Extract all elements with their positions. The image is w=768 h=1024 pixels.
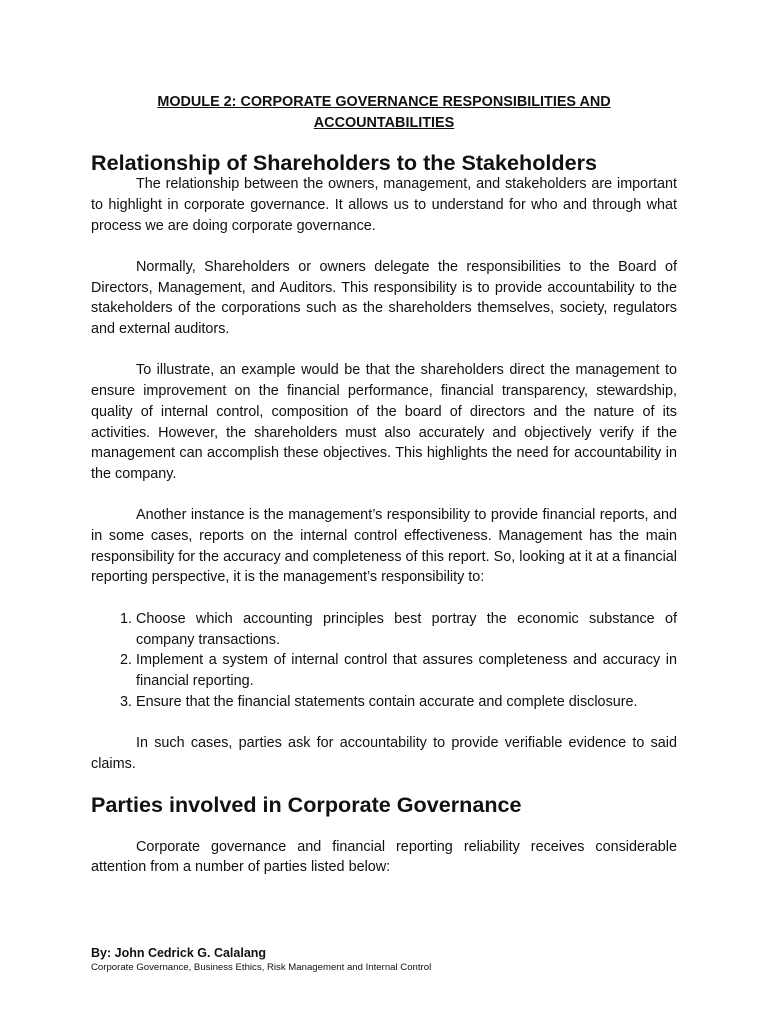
paragraph-3: To illustrate, an example would be that the shareholders direct the management to ensure improvement on the financial performance, financial transparency, stewardship, quality of internal control, composition of the board of directors and the nature of its activities. However, the shareholders must also accurately and objectively verify if the management can accomplish these objectives. This highlights the need for accountability in the company. (91, 362, 677, 482)
paragraph-1: The relationship between the owners, management, and stakeholders are important to highlight in corporate governance. It allows us to understand for who and through what process we are doing corporate governance. (91, 176, 677, 234)
paragraph-4: Another instance is the management’s responsibility to provide financial reports, and in some cases, reports on the internal control effectiveness. Management has the main responsibility for the accuracy and completeness of this report. So, looking at it at a financial reporting perspective, it is the management’s responsibility to: (91, 507, 677, 586)
list-item: 3. Ensure that the financial statements contain accurate and complete disclosure. (136, 692, 677, 713)
module-title (91, 92, 677, 133)
section-heading-parties: Parties involved in Corporate Governance (91, 792, 522, 818)
page-footer (91, 945, 677, 974)
closing-paragraph: In such cases, parties ask for accountability to provide verifiable evidence to said claims. (91, 735, 677, 772)
responsibility-list (91, 609, 677, 713)
footer-author: By: John Cedrick G. Calalang (91, 946, 267, 960)
footer-course: Corporate Governance, Business Ethics, Risk Management and Internal Control (91, 962, 432, 973)
module-title-line-1: MODULE 2: CORPORATE GOVERNANCE RESPONSIBILITIES AND (157, 94, 611, 110)
paragraph-2: Normally, Shareholders or owners delegate the responsibilities to the Board of Directors, Management, and Auditors. This responsibility is to provide accountability to the stakeholders of the corporations such as the shareholders themselves, society, regulators and external auditors. (91, 258, 677, 338)
list-item: 1. Choose which accounting principles best portray the economic substance of company transactions. (136, 609, 677, 650)
module-title-line-2: ACCOUNTABILITIES (313, 114, 455, 131)
document-body (91, 92, 677, 878)
section-heading-relationship: Relationship of Shareholders to the Stakeholders (91, 150, 597, 176)
list-item: 2. Implement a system of internal control that assures completeness and accuracy in financial reporting. (136, 650, 677, 691)
paragraph-parties: Corporate governance and financial reporting reliability receives considerable attention from a number of parties listed below: (91, 838, 677, 876)
